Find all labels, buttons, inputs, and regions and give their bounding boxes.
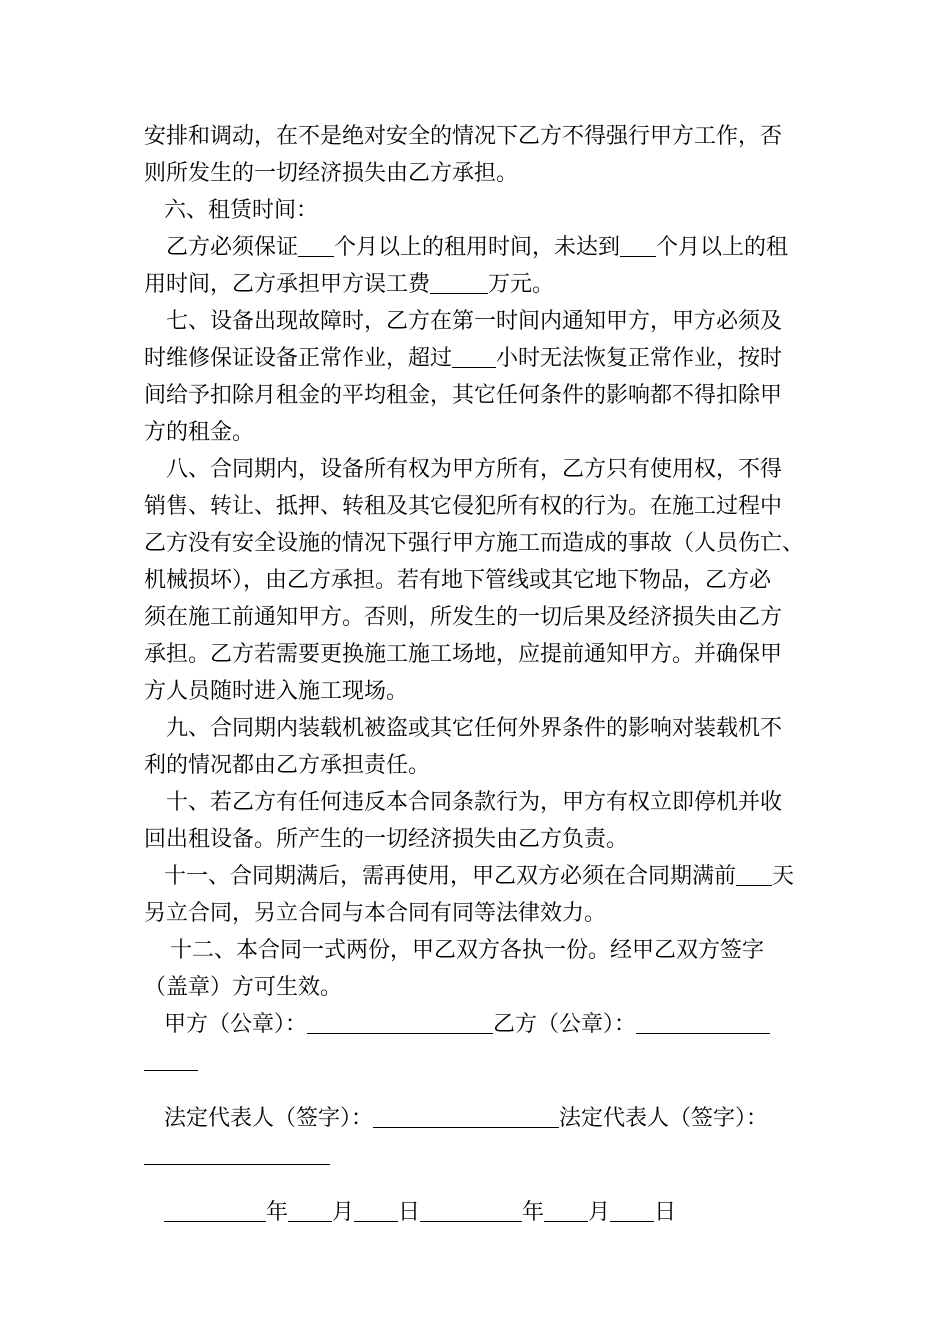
day-b-label: 日 <box>654 1200 677 1225</box>
paragraph-line: 机械损坏），由乙方承担。若有地下管线或其它地下物品，乙方必 <box>144 568 772 593</box>
text-run: 个月以上的租用时间，未达到 <box>334 235 621 260</box>
year-a-blank[interactable] <box>164 1199 266 1222</box>
month-a-blank[interactable] <box>288 1199 332 1222</box>
paragraph-line: 另立合同，另立合同与本合同有同等法律效力。 <box>144 901 607 926</box>
text-run: 十一、合同期满后，需再使用，甲乙双方必须在合同期满前 <box>164 864 737 889</box>
paragraph-line: 方的租金。 <box>144 420 255 445</box>
paragraph-line: 须在施工前通知甲方。否则，所发生的一切后果及经济损失由乙方 <box>144 605 783 630</box>
blank-days[interactable] <box>736 863 772 886</box>
text-run: 个月以上的租 <box>656 235 789 260</box>
paragraph-line: 七、设备出现故障时，乙方在第一时间内通知甲方，甲方必须及 <box>166 309 783 334</box>
blank-hours[interactable] <box>452 345 496 368</box>
signature-line-reps <box>144 1100 830 1137</box>
paragraph-line: 利的情况都由乙方承担责任。 <box>144 753 431 778</box>
party-a-seal-blank[interactable] <box>307 1011 493 1034</box>
rep-b-label: 法定代表人（签字）： <box>559 1106 769 1131</box>
section-heading-lease-time: 六、租赁时间： <box>164 198 319 223</box>
paragraph-line: 八、合同期内，设备所有权为甲方所有，乙方只有使用权，不得 <box>166 457 783 482</box>
year-a-label: 年 <box>266 1200 289 1225</box>
month-b-blank[interactable] <box>544 1199 588 1222</box>
paragraph-line <box>144 266 830 303</box>
party-a-seal-label: 甲方（公章）： <box>164 1012 308 1037</box>
paragraph-line: 乙方没有安全设施的情况下强行甲方施工而造成的事故（人员伤亡、 <box>144 531 805 556</box>
month-a-label: 月 <box>332 1200 355 1225</box>
text-run: 小时无法恢复正常作业，按时 <box>496 346 783 371</box>
year-b-label: 年 <box>522 1200 545 1225</box>
paragraph-line: （盖章）方可生效。 <box>144 975 343 1000</box>
year-b-blank[interactable] <box>420 1199 522 1222</box>
signature-line-continuation <box>144 1043 830 1080</box>
day-b-blank[interactable] <box>610 1199 654 1222</box>
rep-a-label: 法定代表人（签字）： <box>164 1106 374 1131</box>
date-line <box>144 1194 830 1231</box>
text-run: 万元。 <box>488 272 555 297</box>
text-run: 时维修保证设备正常作业，超过 <box>144 346 453 371</box>
paragraph-line: 销售、转让、抵押、转租及其它侵犯所有权的行为。在施工过程中 <box>144 494 783 519</box>
text-run: 用时间，乙方承担甲方误工费 <box>144 272 431 297</box>
text-run: 天 <box>772 864 795 889</box>
paragraph-line <box>144 340 830 377</box>
paragraph-line <box>144 229 830 266</box>
blank-months-2[interactable] <box>620 234 656 257</box>
paragraph-line: 间给予扣除月租金的平均租金，其它任何条件的影响都不得扣除甲 <box>144 383 783 408</box>
day-a-label: 日 <box>398 1200 421 1225</box>
party-b-seal-blank[interactable] <box>636 1011 770 1034</box>
paragraph-line: 安排和调动，在不是绝对安全的情况下乙方不得强行甲方工作，否 <box>144 124 783 149</box>
day-a-blank[interactable] <box>354 1199 398 1222</box>
paragraph-line: 十、若乙方有任何违反本合同条款行为，甲方有权立即停机并收 <box>166 790 783 815</box>
paragraph-line <box>144 858 830 895</box>
month-b-label: 月 <box>588 1200 611 1225</box>
party-b-seal-blank-cont[interactable] <box>144 1048 198 1071</box>
paragraph-line: 则所发生的一切经济损失由乙方承担。 <box>144 161 519 186</box>
paragraph-line: 十二、本合同一式两份，甲乙双方各执一份。经甲乙双方签字 <box>170 938 765 963</box>
paragraph-line: 方人员随时进入施工现场。 <box>144 679 409 704</box>
blank-delay-fee[interactable] <box>430 271 488 294</box>
signature-line-seals <box>144 1006 830 1043</box>
rep-b-blank[interactable] <box>144 1142 330 1165</box>
rep-a-blank[interactable] <box>373 1105 559 1128</box>
signature-line-continuation <box>144 1137 830 1174</box>
paragraph-line: 回出租设备。所产生的一切经济损失由乙方负责。 <box>144 827 629 852</box>
paragraph-line: 承担。乙方若需要更换施工施工场地，应提前通知甲方。并确保甲 <box>144 642 783 667</box>
blank-months-1[interactable] <box>298 234 334 257</box>
text-run: 乙方必须保证 <box>166 235 299 260</box>
paragraph-line: 九、合同期内装载机被盗或其它任何外界条件的影响对装载机不 <box>166 716 783 741</box>
party-b-seal-label: 乙方（公章）： <box>493 1012 637 1037</box>
